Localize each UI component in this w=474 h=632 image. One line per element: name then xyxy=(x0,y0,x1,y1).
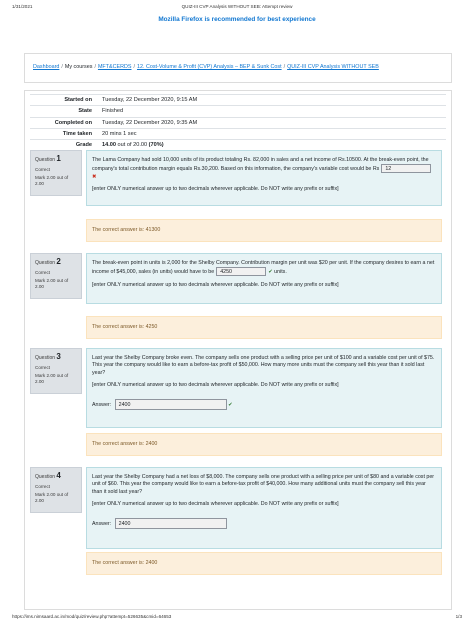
summary-value xyxy=(97,140,446,151)
summary-value: 20 mins 1 sec xyxy=(97,128,446,139)
question-info-4 xyxy=(30,467,82,513)
question-instruction: [enter ONLY numerical answer up to two decimals wherever applicable. Do NOT write any prefix or suffix] xyxy=(92,186,339,193)
question-state: Correct xyxy=(35,365,51,370)
question-instruction: [enter ONLY numerical answer up to two decimals wherever applicable. Do NOT write any prefix or suffix] xyxy=(92,281,339,288)
breadcrumb-my-courses[interactable]: My courses xyxy=(64,64,93,70)
question-number: 2 xyxy=(56,257,61,266)
grade-out-of: out of 20.00 xyxy=(116,142,149,149)
breadcrumb-section-link[interactable]: 12. Cost-Volume & Profit (CVP) Analysis – BEP & Sunk Cost xyxy=(136,64,282,70)
print-date: 1/31/2021 xyxy=(12,4,33,9)
question-formulation-1 xyxy=(86,150,442,206)
summary-row-started xyxy=(30,95,446,106)
summary-row-state xyxy=(30,106,446,117)
answer-row xyxy=(92,518,436,529)
question-formulation-2 xyxy=(86,253,442,304)
answer-input[interactable]: 4250 xyxy=(216,267,266,276)
print-url: https://ims.nimsaard.ac.in/mod/quiz/review.php?attempt=526635&cmid=64653 xyxy=(12,614,172,619)
answer-row xyxy=(92,399,436,410)
summary-value: Finished xyxy=(97,106,446,117)
grade-percent: (70%) xyxy=(148,142,164,149)
answer-label: Answer: xyxy=(92,520,112,527)
breadcrumb-quiz-link[interactable]: QUIZ-III CVP Analysis WITHOUT SEB xyxy=(287,64,379,70)
summary-value: Tuesday, 22 December 2020, 9:15 AM xyxy=(97,95,446,106)
question-number: 4 xyxy=(56,471,61,480)
question-instruction: [enter ONLY numerical answer up to two decimals wherever applicable. Do NOT write any prefix or suffix] xyxy=(92,382,339,389)
correct-answer-feedback-3: The correct answer is: 2400 xyxy=(86,433,442,456)
question-text: The break-even point in units is 2,000 for the Shelby Company. Contribution margin per unit was $20 per unit. If the company desires to earn a net income of $45,000, sales (in units) would have to be 4250✔ units. xyxy=(92,260,436,277)
cross-icon xyxy=(92,174,96,180)
answer-input[interactable]: 12 xyxy=(381,164,431,173)
summary-label: Grade xyxy=(30,140,97,151)
question-state: Correct xyxy=(35,167,51,172)
summary-row-grade xyxy=(30,140,446,151)
question-instruction: [enter ONLY numerical answer up to two decimals wherever applicable. Do NOT write any prefix or suffix] xyxy=(92,501,339,508)
question-state: Correct xyxy=(35,484,51,489)
correct-answer-feedback-4: The correct answer is: 2400 xyxy=(86,552,442,575)
print-header xyxy=(12,4,462,12)
print-footer xyxy=(12,614,462,622)
question-text: Last year the Shelby Company had a net loss of $8,000. The company sells one product with a selling price per unit of $80 and a variable cost per unit of $60. This year the company would like to earn a before-tax profit of $40,000. How many additional units must the company sell this year than it sold last year? xyxy=(92,474,435,495)
question-formulation-4 xyxy=(86,467,442,549)
attempt-summary-table xyxy=(30,94,446,150)
question-label: Question xyxy=(35,474,56,480)
check-icon xyxy=(268,269,272,275)
question-info-1 xyxy=(30,150,82,196)
question-info-2 xyxy=(30,253,82,299)
question-number: 1 xyxy=(56,154,61,163)
question-label: Question xyxy=(35,260,56,266)
summary-label: Completed on xyxy=(30,117,97,128)
question-mark: Mark 2.00 out of 2.00 xyxy=(35,175,69,186)
print-page-number: 1/3 xyxy=(455,614,462,619)
question-text: The Lama Company had sold 10,000 units of its product totaling Rs. 82,000 in sales and a net income of Rs.10500. At the break-even point, the company's total contribution margin equals Rs.30,200. Based on this information, the company's variable cost would be Rs 12✖ xyxy=(92,157,436,181)
answer-label: Answer: xyxy=(92,401,112,408)
grade-score: 14.00 xyxy=(102,142,116,149)
answer-input[interactable]: 2400 xyxy=(115,399,227,410)
question-text: Last year the Shelby Company broke even. The company sells one product with a selling price per unit of $100 and a variable cost per unit of $75. This year the company would like to earn a before-tax profit of $50,000. How many more units must the company sell this year than it sold last year? xyxy=(92,355,435,376)
question-number: 3 xyxy=(56,352,61,361)
check-icon xyxy=(228,402,232,408)
question-mark: Mark 2.00 out of 2.00 xyxy=(35,278,69,289)
question-formulation-3 xyxy=(86,348,442,428)
summary-label: Time taken xyxy=(30,128,97,139)
breadcrumb-course-link[interactable]: MFT&CERDS xyxy=(97,64,132,70)
browser-notice: Mozilla Firefox is recommended for best experience xyxy=(158,16,316,23)
correct-answer-feedback-2: The correct answer is: 4250 xyxy=(86,316,442,339)
summary-label: Started on xyxy=(30,95,97,106)
breadcrumb: Dashboard / My courses / MFT&CERDS / 12. Cost-Volume & Profit (CVP) Analysis – BEP & Sunk Cost / QUIZ-III CVP Analysis WITHOUT SEB xyxy=(24,53,452,83)
summary-label: State xyxy=(30,106,97,117)
question-mark: Mark 2.00 out of 2.00 xyxy=(35,373,69,384)
question-info-3 xyxy=(30,348,82,394)
correct-answer-feedback-1: The correct answer is: 41300 xyxy=(86,219,442,242)
question-label: Question xyxy=(35,355,56,361)
question-mark: Mark 2.00 out of 2.00 xyxy=(35,492,69,503)
summary-row-time xyxy=(30,128,446,139)
print-title: QUIZ-III CVP Analysis WITHOUT SEB: Attempt review xyxy=(181,4,293,9)
question-label: Question xyxy=(35,157,56,163)
summary-value: Tuesday, 22 December 2020, 9:35 AM xyxy=(97,117,446,128)
summary-row-completed xyxy=(30,117,446,128)
breadcrumb-dashboard-link[interactable]: Dashboard xyxy=(33,64,60,70)
question-state: Correct xyxy=(35,270,51,275)
answer-input[interactable]: 2400 xyxy=(115,518,227,529)
